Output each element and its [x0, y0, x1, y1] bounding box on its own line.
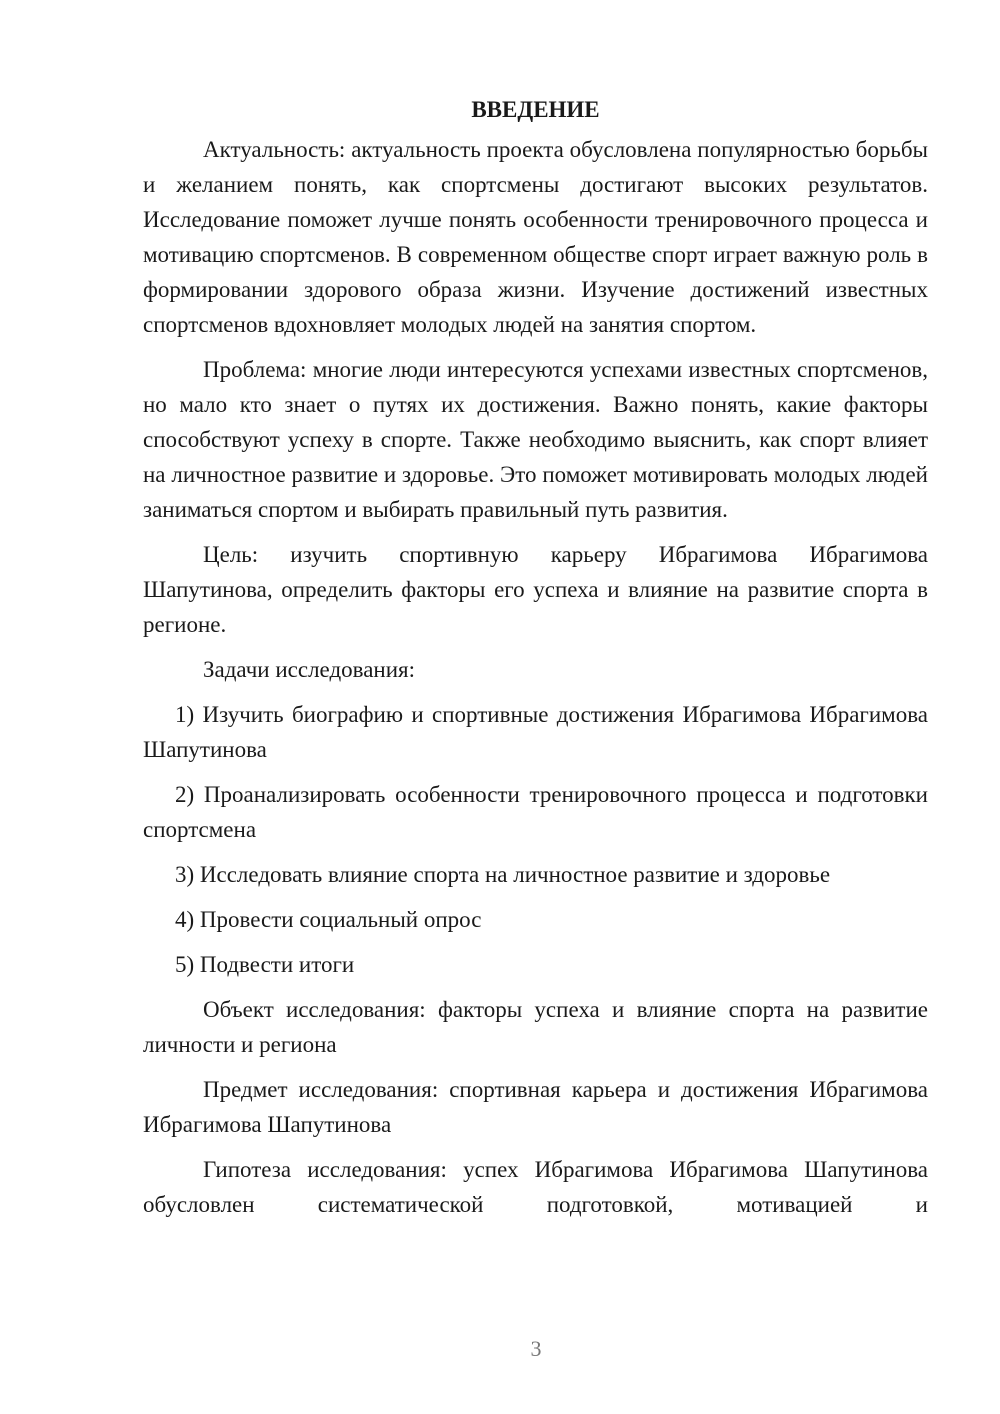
page-number: 3	[530, 1336, 542, 1361]
subject-paragraph: Предмет исследования: спортивная карьера и достижения Ибрагимова Ибрагимова Шапутинова	[143, 1077, 928, 1137]
section-heading: ВВЕДЕНИЕ	[471, 97, 600, 122]
document-page	[143, 92, 928, 1232]
task-item-5: 5) Подвести итоги	[175, 952, 355, 977]
task-item-4: 4) Провести социальный опрос	[175, 907, 482, 932]
task-item-2: 2) Проанализировать особенности тренировочного процесса и подготовки спортсмена	[143, 782, 928, 842]
hypothesis-paragraph: Гипотеза исследования: успех Ибрагимова Ибрагимова Шапутинова обусловлен систематической подготовкой, мотивацией и	[143, 1157, 928, 1217]
task-item-1: 1) Изучить биографию и спортивные достижения Ибрагимова Ибрагимова Шапутинова	[143, 702, 928, 762]
task-item-3: 3) Исследовать влияние спорта на личностное развитие и здоровье	[175, 862, 831, 887]
object-paragraph: Объект исследования: факторы успеха и влияние спорта на развитие личности и региона	[143, 997, 928, 1057]
goal-paragraph: Цель: изучить спортивную карьеру Ибрагимова Ибрагимова Шапутинова, определить факторы его успеха и влияние на развитие спорта в регионе.	[143, 542, 928, 637]
relevance-paragraph: Актуальность: актуальность проекта обусловлена популярностью борьбы и желанием понять, как спортсмены достигают высоких результатов. Исследование поможет лучше понять особенности тренировочного процесса и мотивацию спортсменов. В современном обществе спорт играет важную роль в формировании здорового образа жизни. Изучение достижений известных спортсменов вдохновляет молодых людей на занятия спортом.	[143, 137, 928, 337]
tasks-heading: Задачи исследования:	[203, 657, 416, 682]
problem-paragraph: Проблема: многие люди интересуются успехами известных спортсменов, но мало кто знает о путях их достижения. Важно понять, какие факторы способствуют успеху в спорте. Также необходимо выяснить, как спорт влияет на личностное развитие и здоровье. Это поможет мотивировать молодых людей заниматься спортом и выбирать правильный путь развития.	[143, 357, 928, 522]
